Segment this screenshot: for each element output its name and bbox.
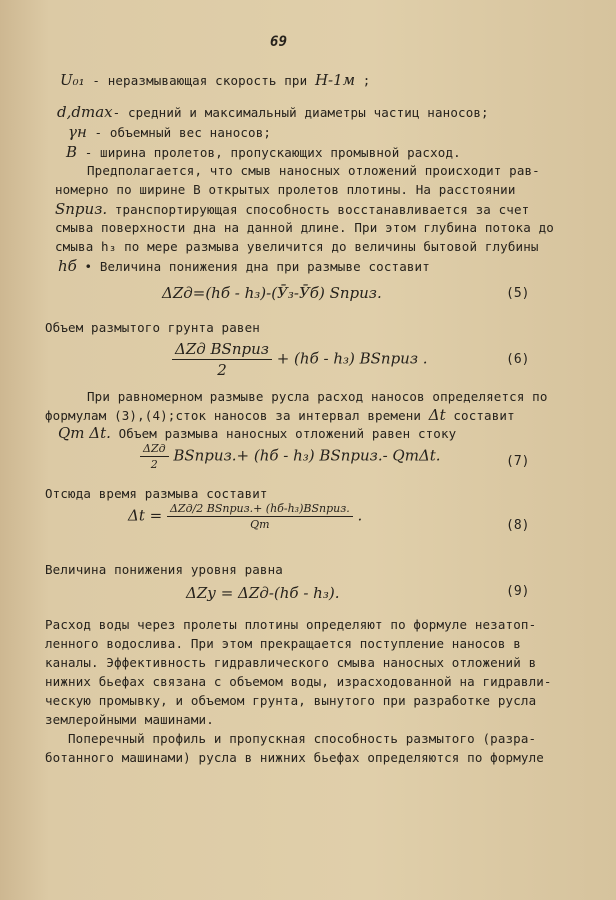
equation-number-8: (8) <box>506 518 530 533</box>
equation-number-5: (5) <box>506 286 530 301</box>
equation-number-6: (6) <box>506 352 530 367</box>
text-line: Qт Δt. Объем размыва наносных отложений равен стоку <box>58 424 457 442</box>
text-line: При равномерном размыве русла расход наносов определяется по <box>87 389 548 404</box>
text-line: γн - объемный вес наносов; <box>68 123 272 141</box>
text-line: d,dmax- средний и максимальный диаметры частиц наносов; <box>57 103 489 121</box>
text-line: нижних бьефах связана с объемом воды, израсходованной на гидравли- <box>45 674 552 689</box>
page-number: 69 <box>270 34 288 50</box>
text-line: ботанного машинами) русла в нижних бьефах определяются по формуле <box>45 750 544 765</box>
equation-number-9: (9) <box>506 584 530 599</box>
text-line: Поперечный профиль и пропускная способность размытого (разра- <box>68 731 537 746</box>
text-line: смыва поверхности дна на данной длине. При этом глубина потока до <box>55 220 554 235</box>
text-line: Расход воды через пролеты плотины определяют по формуле незатоп- <box>45 617 537 632</box>
text-line: Величина понижения уровня равна <box>45 562 283 577</box>
equation-6: $\frac{\text{ΔZд BSприз}}{2}$ + (hб - h₃) BSприз . <box>172 340 428 379</box>
text-line: каналы. Эффективность гидравлического смыва наносных отложений в <box>45 655 537 670</box>
text-line: ческую промывку, и объемом грунта, вынутого при разработке русла <box>45 693 537 708</box>
text-line: Предполагается, что смыв наносных отложений происходит рав- <box>87 163 540 178</box>
text-line: Sприз. транспортирующая способность восстанавливается за счет <box>55 200 530 218</box>
text-line: Объем размытого грунта равен <box>45 320 260 335</box>
equation-number-7: (7) <box>506 454 530 469</box>
text-line: смыва h₃ по мере размыва увеличится до величины бытовой глубины <box>55 239 539 254</box>
text-line: hб • Величина понижения дна при размыве составит <box>58 257 430 275</box>
text-line: номерно по ширине B открытых пролетов плотины. На расстоянии <box>55 182 516 197</box>
text-line: землеройными машинами. <box>45 712 214 727</box>
equation-8: Δt = $\frac{\text{ΔZд/2 BSприз.+ (hб-h₃)BSприз.}}{Qт}$ . <box>128 502 363 531</box>
text-line: ленного водослива. При этом прекращается поступление наносов в <box>45 636 521 651</box>
text-line: формулам (3),(4);сток наносов за интервал времени Δt составит <box>45 406 515 424</box>
text-line: B - ширина пролетов, пропускающих промывной расход. <box>66 143 461 161</box>
text-line: Отсюда время размыва составит <box>45 486 268 501</box>
equation-5: ΔZд=(hб - h₃)-(Ӯ₃-Ӯб) Sприз. <box>162 284 382 302</box>
text-line: U₀₁ - неразмывающая скорость при H-1м ; <box>60 71 371 89</box>
equation-7: $\frac{\text{ΔZд}}{2}$ BSприз.+ (hб - h₃) BSприз.- QтΔt. <box>140 442 441 471</box>
equation-9: ΔZу = ΔZд-(hб - h₃). <box>186 584 340 602</box>
